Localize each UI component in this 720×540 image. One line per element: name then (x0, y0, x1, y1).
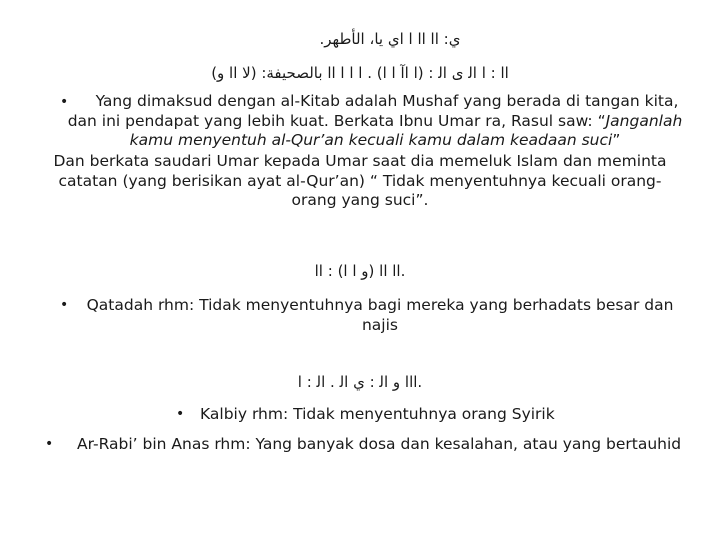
arabic-line-2: اا : ا اﻟ ى اﻟ : (ا اآ ا ا) . ا ا ا اا بالصحيفة: (لا اا و) (211, 64, 509, 82)
bullet-1-line-3-italic: kamu menyentuh al-Qur’an kecuali kamu dalam keadaan suci (129, 131, 613, 149)
arabic-line-4: .ااا و اﻟ : ي اﻟ . اﻟ : ا (297, 373, 423, 391)
bullet-2-line-2: najis (361, 315, 398, 334)
bullet-4-text: Ar-Rabi’ bin Anas rhm: Yang banyak dosa dan kesalahan, atau yang bertauhid (77, 435, 682, 453)
arabic-line-1: ي: اا اا ا اي يا، الأطهر. (319, 30, 461, 48)
bullet-4-symbol: • (45, 436, 54, 452)
paragraph-line-3: orang yang suci”. (291, 191, 429, 209)
paragraph-line-1: Dan berkata saudari Umar kepada Umar saat dia memeluk Islam dan meminta (53, 152, 667, 170)
bullet-1-line-1: Yang dimaksud dengan al-Kitab adalah Mushaf yang berada di tangan kita, (95, 92, 679, 110)
bullet-3-text: Kalbiy rhm: Tidak menyentuhnya orang Syirik (200, 405, 555, 423)
paragraph-umar-sister (40, 152, 680, 211)
paragraph-line-2: catatan (yang berisikan ayat al-Qur’an) “ Tidak menyentuhnya kecuali orang- (58, 171, 662, 190)
bullet-1-line-2 (60, 112, 690, 132)
bullet-1-line-2-italic: Janganlah (605, 111, 683, 130)
bullet-1-line-3-tail: ” (612, 131, 621, 149)
bullet-3-symbol: • (176, 406, 185, 422)
bullet-2-text (80, 296, 680, 335)
bullet-1-symbol: • (60, 94, 69, 110)
bullet-1-text (60, 92, 690, 151)
bullet-2-symbol: • (60, 297, 69, 313)
bullet-1-line-2-normal: dan ini pendapat yang lebih kuat. Berkata Ibnu Umar ra, Rasul saw: “ (67, 111, 606, 130)
bullet-1-line-3 (60, 131, 690, 151)
bullet-2-line-1: Qatadah rhm: Tidak menyentuhnya bagi mereka yang berhadats besar dan (86, 296, 674, 314)
arabic-line-3: .اا اا (و ا ا) : اا (314, 262, 406, 280)
